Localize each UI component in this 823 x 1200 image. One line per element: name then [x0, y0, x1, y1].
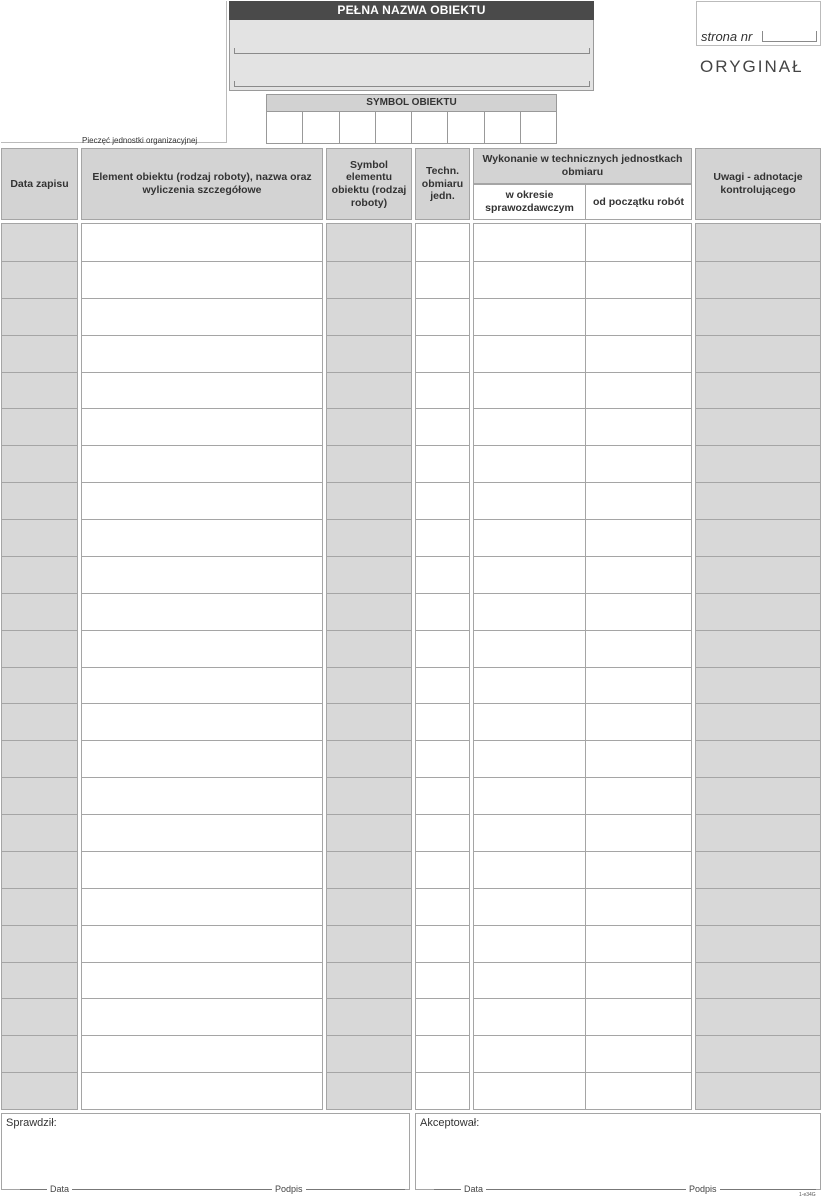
row-separator	[2, 261, 77, 262]
row-separator	[416, 445, 469, 446]
header-notes: Uwagi - adnotacje kontrolującego	[695, 148, 821, 220]
row-separator	[327, 925, 411, 926]
symbol-cell[interactable]	[303, 112, 339, 144]
row-separator	[474, 925, 585, 926]
row-separator	[696, 814, 820, 815]
row-separator	[327, 408, 411, 409]
row-separator	[327, 593, 411, 594]
row-separator	[474, 408, 585, 409]
row-separator	[586, 519, 691, 520]
row-separator	[696, 925, 820, 926]
row-separator	[696, 298, 820, 299]
row-separator	[82, 482, 322, 483]
row-separator	[2, 777, 77, 778]
row-separator	[696, 1035, 820, 1036]
row-separator	[416, 888, 469, 889]
row-separator	[2, 556, 77, 557]
row-separator	[327, 372, 411, 373]
row-separator	[327, 261, 411, 262]
row-separator	[696, 482, 820, 483]
object-symbol-cells	[266, 112, 557, 144]
row-separator	[474, 482, 585, 483]
row-separator	[327, 482, 411, 483]
row-separator	[586, 482, 691, 483]
row-separator	[82, 519, 322, 520]
row-separator	[327, 888, 411, 889]
row-separator	[416, 261, 469, 262]
row-separator	[2, 851, 77, 852]
row-separator	[2, 408, 77, 409]
checked-by-label: Sprawdził:	[6, 1117, 57, 1129]
row-separator	[82, 962, 322, 963]
column-date[interactable]	[1, 223, 78, 1110]
row-separator	[327, 445, 411, 446]
row-separator	[586, 703, 691, 704]
row-separator	[696, 372, 820, 373]
row-separator	[474, 519, 585, 520]
row-separator	[696, 261, 820, 262]
symbol-cell[interactable]	[485, 112, 521, 144]
row-separator	[696, 777, 820, 778]
page-number-field[interactable]	[762, 31, 817, 42]
form-code: 1-e34G	[799, 1192, 816, 1198]
row-separator	[82, 814, 322, 815]
row-separator	[416, 962, 469, 963]
row-separator	[586, 740, 691, 741]
header-date: Data zapisu	[1, 148, 78, 220]
row-separator	[416, 298, 469, 299]
row-separator	[2, 519, 77, 520]
row-separator	[82, 888, 322, 889]
row-separator	[474, 851, 585, 852]
row-separator	[416, 740, 469, 741]
row-separator	[416, 851, 469, 852]
row-separator	[586, 851, 691, 852]
row-separator	[474, 1035, 585, 1036]
row-separator	[82, 630, 322, 631]
row-separator	[416, 703, 469, 704]
column-notes[interactable]	[695, 223, 821, 1110]
row-separator	[82, 1072, 322, 1073]
stamp-label: Pieczęć jednostki organizacyjnej	[82, 136, 198, 145]
row-separator	[82, 740, 322, 741]
row-separator	[327, 998, 411, 999]
column-period[interactable]	[473, 223, 586, 1110]
symbol-cell[interactable]	[376, 112, 412, 144]
row-separator	[696, 519, 820, 520]
row-separator	[327, 298, 411, 299]
symbol-cell[interactable]	[340, 112, 376, 144]
row-separator	[696, 851, 820, 852]
row-separator	[82, 556, 322, 557]
row-separator	[82, 703, 322, 704]
row-separator	[82, 998, 322, 999]
row-separator	[416, 519, 469, 520]
row-separator	[2, 998, 77, 999]
checked-date-label: Data	[47, 1184, 72, 1194]
row-separator	[416, 777, 469, 778]
row-separator	[696, 335, 820, 336]
row-separator	[474, 335, 585, 336]
row-separator	[586, 814, 691, 815]
row-separator	[416, 593, 469, 594]
row-separator	[2, 814, 77, 815]
row-separator	[2, 335, 77, 336]
row-separator	[416, 1072, 469, 1073]
object-symbol-title: SYMBOL OBIEKTU	[266, 94, 557, 112]
row-separator	[327, 1072, 411, 1073]
row-separator	[474, 814, 585, 815]
row-separator	[474, 261, 585, 262]
row-separator	[82, 298, 322, 299]
row-separator	[2, 593, 77, 594]
row-separator	[2, 925, 77, 926]
row-separator	[2, 740, 77, 741]
row-separator	[2, 888, 77, 889]
header-execution: Wykonanie w technicznych jednostkach obmiaru	[473, 148, 692, 184]
row-separator	[586, 593, 691, 594]
row-separator	[474, 998, 585, 999]
row-separator	[82, 372, 322, 373]
checked-by-box[interactable]	[1, 1113, 410, 1190]
column-element[interactable]	[81, 223, 323, 1110]
row-separator	[82, 667, 322, 668]
copy-type-label: ORYGINAŁ	[700, 57, 804, 76]
row-separator	[82, 593, 322, 594]
row-separator	[586, 445, 691, 446]
row-separator	[416, 998, 469, 999]
row-separator	[327, 777, 411, 778]
row-separator	[474, 593, 585, 594]
row-separator	[586, 556, 691, 557]
row-separator	[586, 408, 691, 409]
row-separator	[2, 372, 77, 373]
row-separator	[327, 1035, 411, 1036]
row-separator	[327, 851, 411, 852]
row-separator	[327, 519, 411, 520]
row-separator	[416, 667, 469, 668]
row-separator	[416, 925, 469, 926]
row-separator	[474, 962, 585, 963]
header-unit: Techn. obmiaru jedn.	[415, 148, 470, 220]
symbol-cell[interactable]	[412, 112, 448, 144]
accepted-signature-label: Podpis	[686, 1184, 720, 1194]
accepted-date-label: Data	[461, 1184, 486, 1194]
object-name-line-2[interactable]	[234, 81, 590, 87]
row-separator	[696, 888, 820, 889]
row-separator	[2, 298, 77, 299]
row-separator	[82, 777, 322, 778]
row-separator	[416, 814, 469, 815]
row-separator	[474, 1072, 585, 1073]
row-separator	[586, 335, 691, 336]
row-separator	[2, 703, 77, 704]
symbol-cell[interactable]	[521, 112, 557, 144]
row-separator	[2, 482, 77, 483]
row-separator	[2, 630, 77, 631]
row-separator	[474, 556, 585, 557]
accepted-by-label: Akceptował:	[420, 1117, 480, 1129]
row-separator	[474, 888, 585, 889]
row-separator	[586, 1035, 691, 1036]
row-separator	[474, 667, 585, 668]
column-since-start[interactable]	[585, 223, 692, 1110]
checked-signature-label: Podpis	[272, 1184, 306, 1194]
header-element: Element obiektu (rodzaj roboty), nazwa oraz wyliczenia szczegółowe	[81, 148, 323, 220]
row-separator	[416, 556, 469, 557]
accepted-by-line	[434, 1189, 816, 1190]
row-separator	[474, 703, 585, 704]
row-separator	[474, 298, 585, 299]
row-separator	[696, 556, 820, 557]
organization-stamp-box	[1, 1, 227, 143]
row-separator	[696, 1072, 820, 1073]
column-symbol[interactable]	[326, 223, 412, 1110]
row-separator	[586, 667, 691, 668]
row-separator	[327, 556, 411, 557]
row-separator	[327, 814, 411, 815]
symbol-cell[interactable]	[448, 112, 484, 144]
header-since-start: od początku robót	[585, 184, 692, 220]
page-number-label: strona nr	[701, 29, 753, 44]
row-separator	[696, 593, 820, 594]
header-period: w okresie sprawozdawczym	[473, 184, 586, 220]
row-separator	[82, 1035, 322, 1036]
row-separator	[327, 667, 411, 668]
row-separator	[586, 298, 691, 299]
row-separator	[416, 1035, 469, 1036]
row-separator	[474, 445, 585, 446]
row-separator	[474, 372, 585, 373]
row-separator	[696, 740, 820, 741]
row-separator	[82, 335, 322, 336]
object-name-title: PEŁNA NAZWA OBIEKTU	[229, 1, 594, 20]
row-separator	[2, 445, 77, 446]
row-separator	[696, 445, 820, 446]
row-separator	[416, 408, 469, 409]
row-separator	[586, 261, 691, 262]
object-name-line-1[interactable]	[234, 48, 590, 54]
row-separator	[416, 630, 469, 631]
row-separator	[82, 408, 322, 409]
row-separator	[586, 925, 691, 926]
row-separator	[82, 261, 322, 262]
row-separator	[474, 740, 585, 741]
column-unit[interactable]	[415, 223, 470, 1110]
row-separator	[416, 335, 469, 336]
symbol-cell[interactable]	[267, 112, 303, 144]
header-symbol: Symbol elementu obiektu (rodzaj roboty)	[326, 148, 412, 220]
row-separator	[586, 962, 691, 963]
row-separator	[327, 335, 411, 336]
row-separator	[327, 630, 411, 631]
row-separator	[586, 1072, 691, 1073]
row-separator	[2, 1072, 77, 1073]
row-separator	[696, 703, 820, 704]
row-separator	[2, 667, 77, 668]
row-separator	[474, 777, 585, 778]
row-separator	[586, 888, 691, 889]
row-separator	[82, 851, 322, 852]
row-separator	[82, 445, 322, 446]
row-separator	[696, 667, 820, 668]
row-separator	[696, 408, 820, 409]
row-separator	[82, 925, 322, 926]
row-separator	[586, 372, 691, 373]
row-separator	[696, 962, 820, 963]
row-separator	[416, 372, 469, 373]
row-separator	[327, 962, 411, 963]
checked-by-line	[20, 1189, 405, 1190]
row-separator	[586, 777, 691, 778]
row-separator	[474, 630, 585, 631]
row-separator	[327, 703, 411, 704]
row-separator	[586, 630, 691, 631]
row-separator	[416, 482, 469, 483]
row-separator	[696, 630, 820, 631]
row-separator	[696, 998, 820, 999]
row-separator	[327, 740, 411, 741]
row-separator	[2, 1035, 77, 1036]
row-separator	[586, 998, 691, 999]
row-separator	[2, 962, 77, 963]
